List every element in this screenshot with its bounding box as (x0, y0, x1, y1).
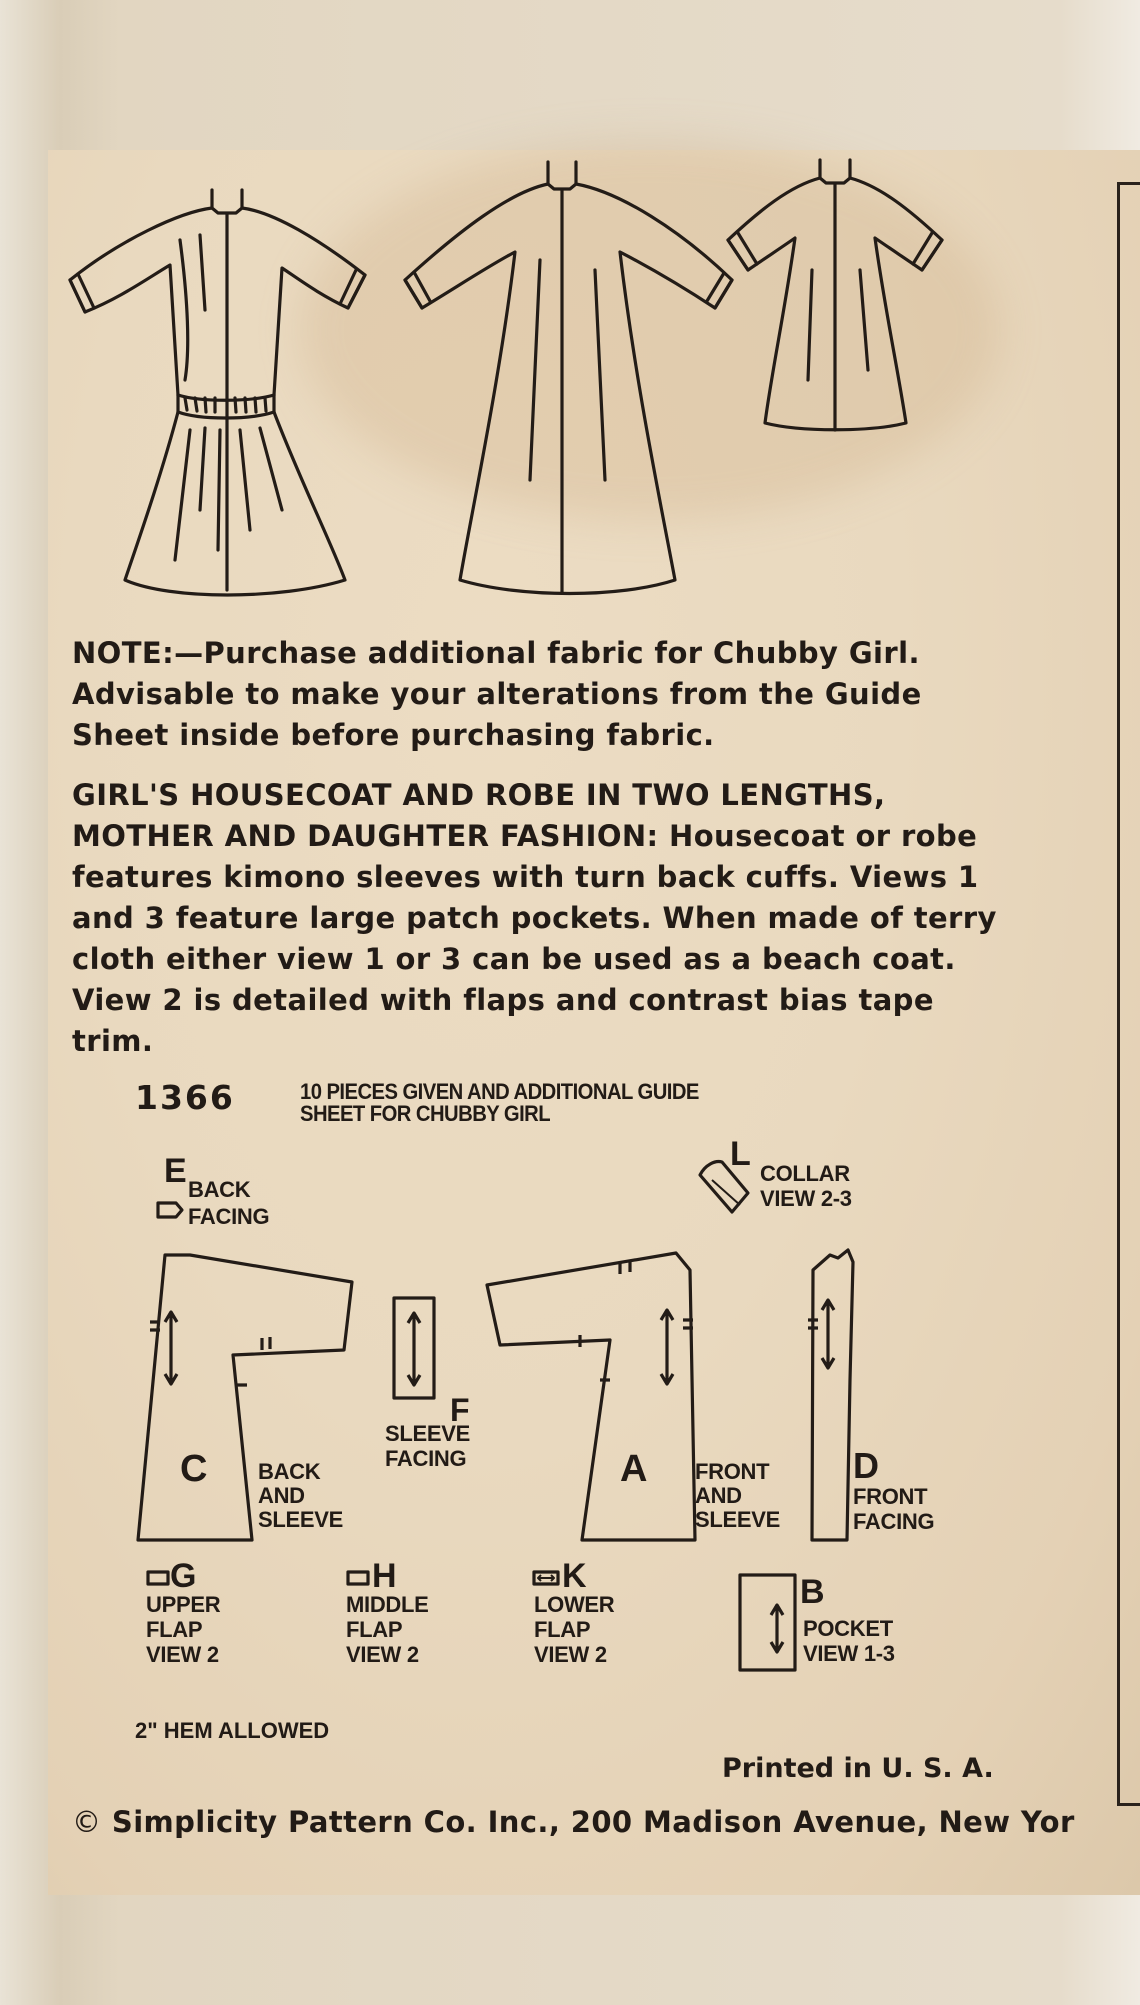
piece-e-letter: E (164, 1152, 187, 1190)
piece-g-icon (148, 1572, 168, 1584)
piece-g-line1: UPPER (146, 1592, 221, 1617)
piece-a-line3: SLEEVE (695, 1507, 781, 1532)
copyright-text: Simplicity Pattern Co. Inc., 200 Madison Avenue, New Yor (111, 1805, 1075, 1839)
piece-f-line2: FACING (385, 1446, 467, 1471)
piece-a-line1: FRONT (695, 1459, 770, 1484)
piece-a-line2: AND (695, 1483, 742, 1508)
piece-a-marks (580, 1260, 693, 1380)
piece-k-line1: LOWER (534, 1592, 615, 1617)
piece-g-line3: VIEW 2 (146, 1642, 219, 1667)
description-body: Housecoat or robe features kimono sleeves with turn back cuffs. Views 1 and 3 feature large patch pockets. When made of terry cloth either view 1 or 3 can be used as a beach coat. View 2 is detailed with flaps and contrast bias tape trim. (72, 819, 997, 1058)
piece-l-line2: VIEW 2-3 (760, 1186, 852, 1211)
piece-l-letter: L (730, 1135, 751, 1173)
piece-c-line2: AND (258, 1483, 305, 1508)
piece-b-grainline (771, 1605, 783, 1652)
piece-d-letter: D (853, 1445, 879, 1486)
piece-b-line2: VIEW 1-3 (803, 1641, 895, 1666)
piece-h-letter: H (372, 1557, 397, 1595)
hem-allowance-note: 2" HEM ALLOWED (135, 1718, 330, 1743)
piece-f-grainline (408, 1313, 420, 1385)
piece-g-line2: FLAP (146, 1617, 203, 1642)
piece-b-outline (740, 1575, 795, 1670)
piece-k-line2: FLAP (534, 1617, 591, 1642)
piece-b-line1: POCKET (803, 1616, 893, 1641)
chubby-girl-note: NOTE:—Purchase additional fabric for Chubby Girl. Advisable to make your alterations from the Guide Sheet inside before purchasing fabric. (72, 636, 922, 752)
piece-f-letter: F (450, 1392, 470, 1428)
piece-k-line3: VIEW 2 (534, 1642, 607, 1667)
piece-d-line2: FACING (853, 1509, 935, 1534)
piece-d-line1: FRONT (853, 1484, 928, 1509)
pieces-note-line-1: 10 PIECES GIVEN AND ADDITIONAL GUIDE (300, 1079, 699, 1104)
piece-c-outline (138, 1255, 352, 1540)
piece-a-grainline (661, 1310, 673, 1384)
description-heading: GIRL'S HOUSECOAT AND ROBE IN TWO LENGTHS, MOTHER AND DAUGHTER FASHION: (72, 778, 886, 853)
piece-k-letter: K (562, 1557, 587, 1595)
piece-h-icon (348, 1572, 368, 1584)
piece-h-line2: FLAP (346, 1617, 403, 1642)
piece-c-line1: BACK (258, 1459, 321, 1484)
piece-a-letter: A (620, 1448, 648, 1490)
pattern-number: 1366 (135, 1078, 235, 1117)
piece-e-line1: BACK (188, 1177, 251, 1202)
piece-h-line1: MIDDLE (346, 1592, 429, 1617)
piece-d-outline (812, 1250, 853, 1540)
piece-h-line3: VIEW 2 (346, 1642, 419, 1667)
piece-f-line1: SLEEVE (385, 1421, 471, 1446)
piece-l-line1: COLLAR (760, 1161, 850, 1186)
pieces-note-line-2: SHEET FOR CHUBBY GIRL (300, 1101, 551, 1126)
piece-e-line2: FACING (188, 1204, 270, 1229)
copyright-line (72, 1805, 1075, 1839)
piece-a-outline (487, 1253, 695, 1540)
piece-c-grainline (165, 1312, 177, 1384)
copyright-icon: © (72, 1805, 102, 1839)
piece-c-line3: SLEEVE (258, 1507, 344, 1532)
piece-e-icon (158, 1203, 182, 1217)
printed-in-usa: Printed in U. S. A. (722, 1753, 994, 1784)
piece-c-letter: C (180, 1448, 208, 1490)
piece-b-letter: B (800, 1573, 825, 1611)
piece-g-letter: G (170, 1557, 197, 1595)
